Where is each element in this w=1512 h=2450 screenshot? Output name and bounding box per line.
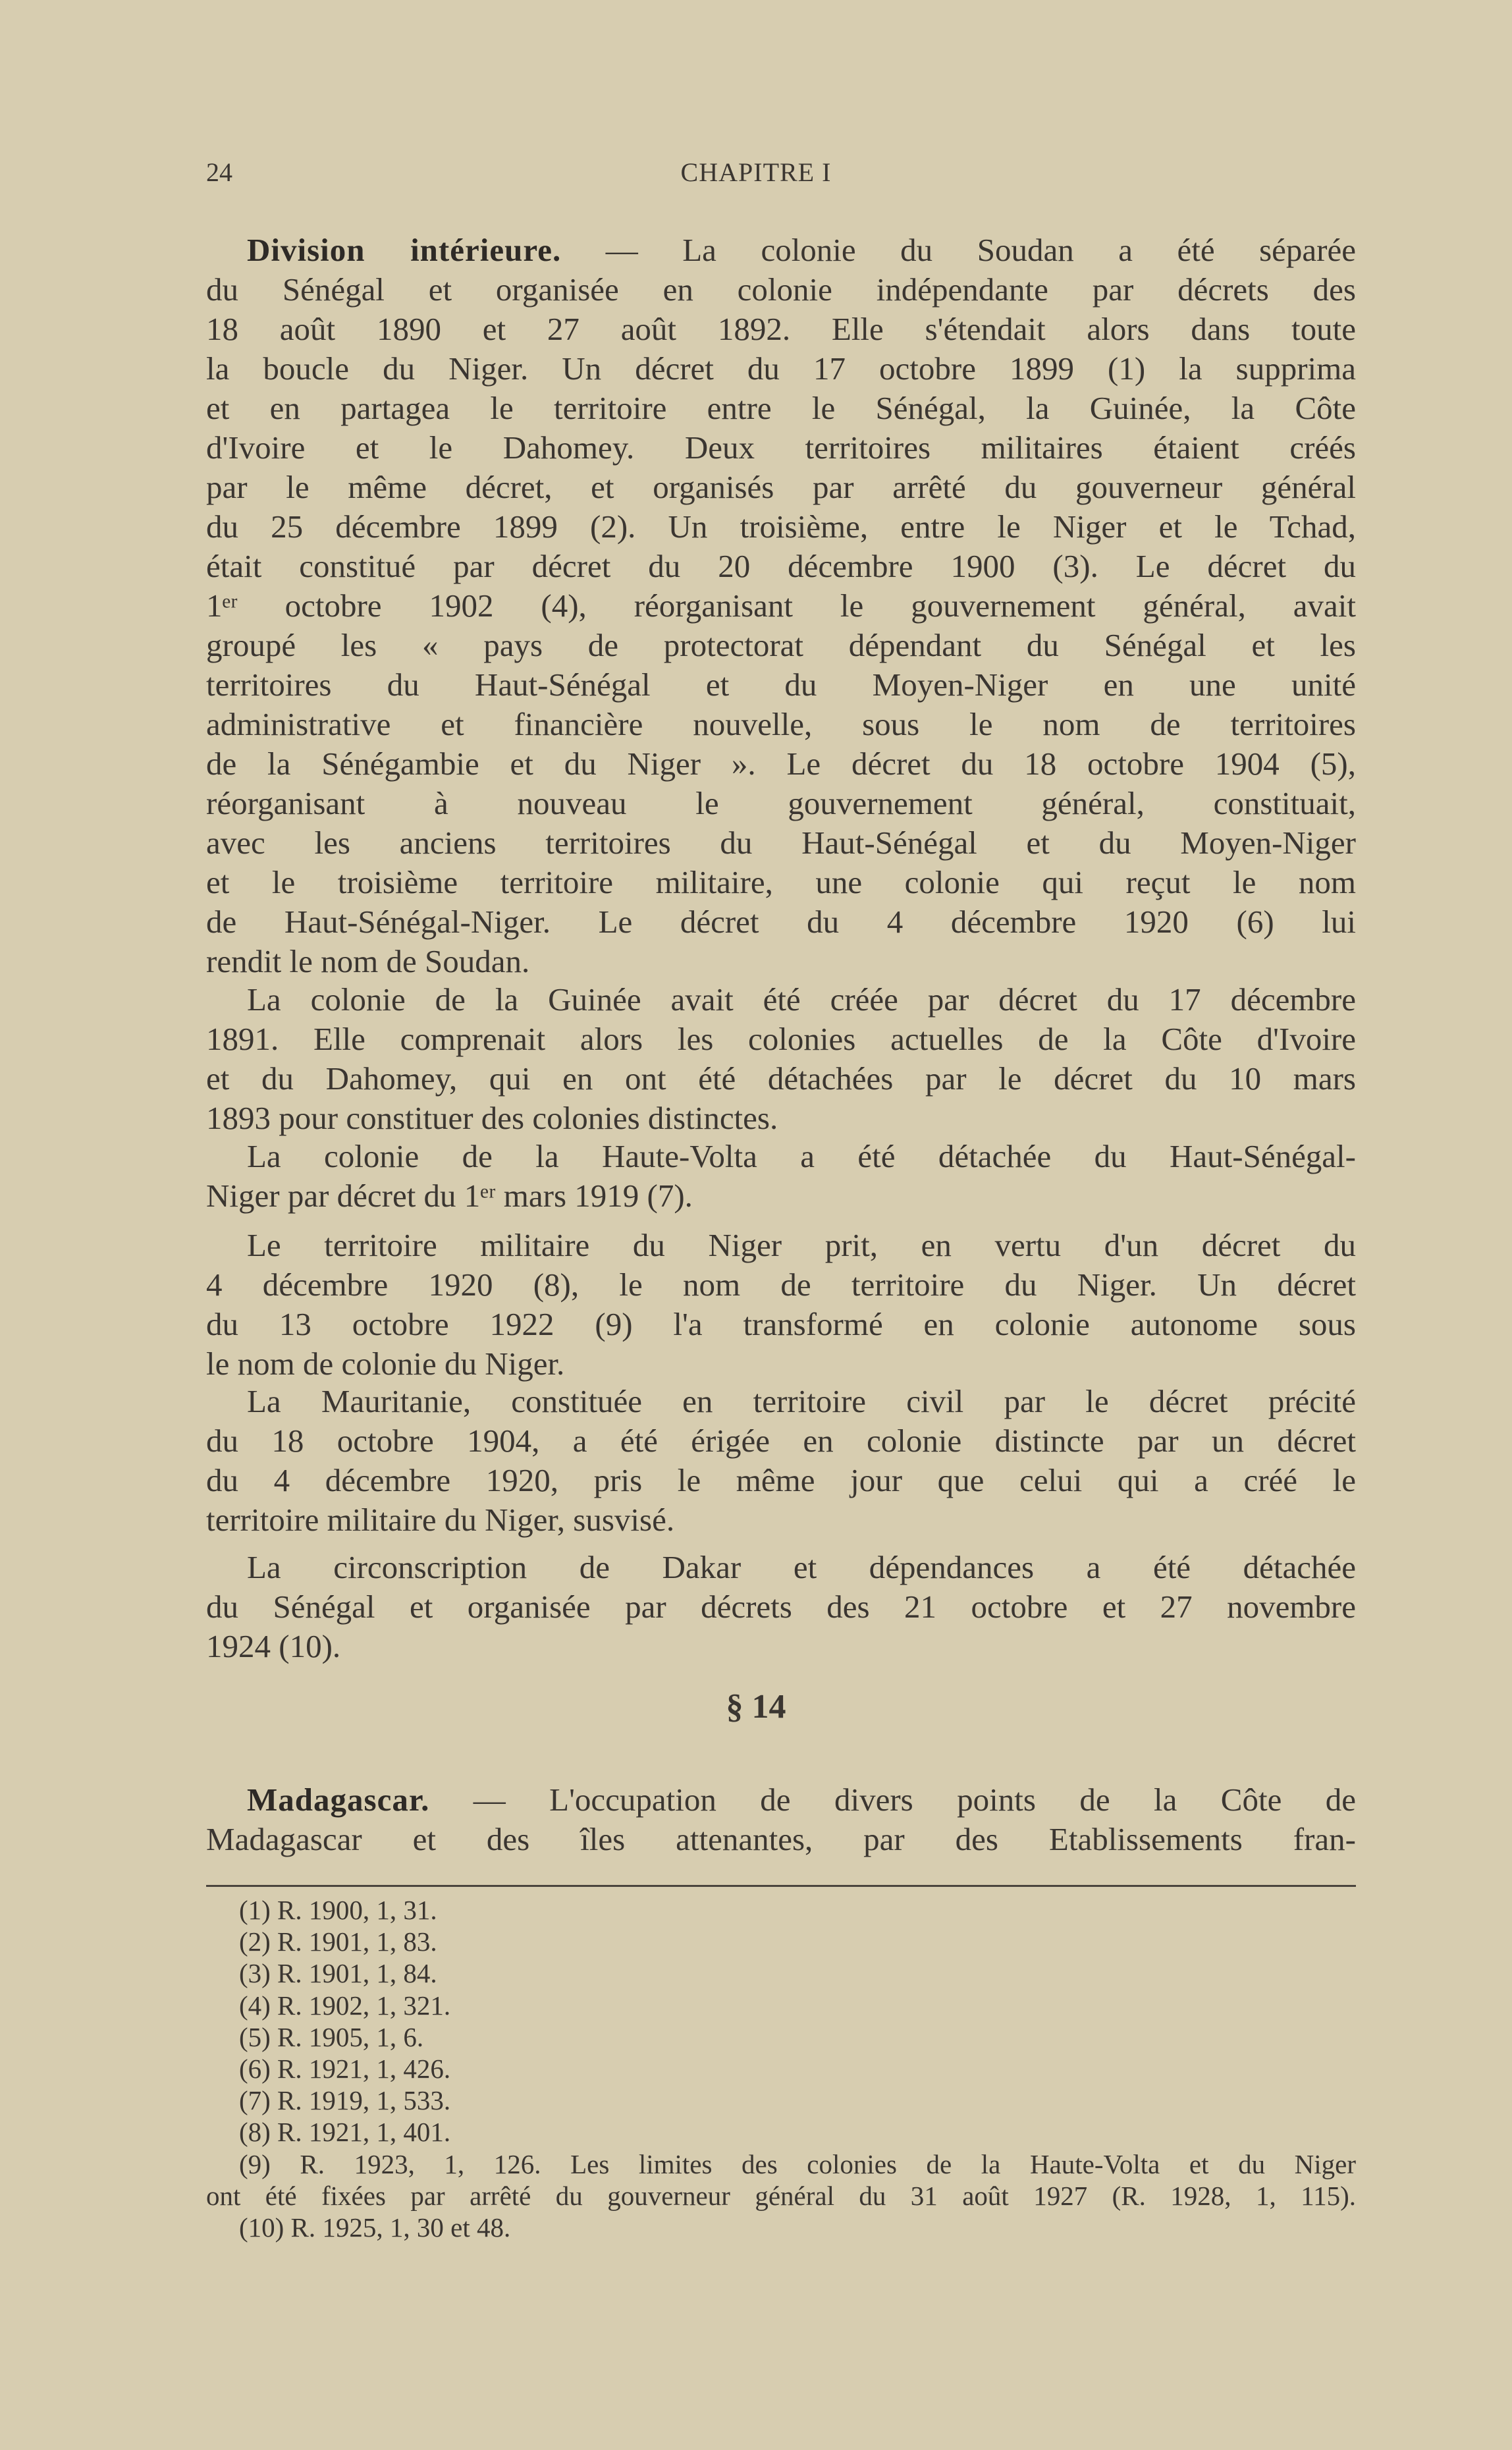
text-line: et le troisième territoire militaire, une colonie qui reçut le nom [206,864,1356,900]
paragraph [206,1137,1356,1216]
text-line: de la Sénégambie et du Niger ». Le décret du 18 octobre 1904 (5), [206,746,1356,782]
footnote: (8) R. 1921, 1, 401. [239,2117,451,2148]
text-line: rendit le nom de Soudan. [206,943,530,979]
text-line: réorganisant à nouveau le gouvernement général, constituait, [206,785,1356,821]
text-line: du 25 décembre 1899 (2). Un troisième, entre le Niger et le Tchad, [206,508,1356,545]
text-span: — La colonie du Soudan a été séparée [561,232,1356,268]
text-line: 1893 pour constituer des colonies distinctes. [206,1100,778,1136]
text-line: par le même décret, et organisés par arrêté du gouverneur général [206,469,1356,505]
text-line: 1891. Elle comprenait alors les colonies actuelles de la Côte d'Ivoire [206,1021,1356,1057]
text-line [206,231,1356,270]
footnote: ont été fixées par arrêté du gouverneur général du 31 août 1927 (R. 1928, 1, 115). [206,2180,1356,2211]
footnote: (7) R. 1919, 1, 533. [239,2085,451,2116]
text-line: La colonie de la Haute-Volta a été détachée du Haut-Sénégal- [247,1138,1356,1174]
paragraph [206,231,1356,981]
footnote-divider [206,1885,1356,1887]
section-heading: § 14 [726,1688,786,1726]
text-line: du 13 octobre 1922 (9) l'a transformé en colonie autonome sous [206,1306,1356,1342]
paragraph-lead-heading: Madagascar. [247,1782,430,1818]
paragraph [206,1382,1356,1540]
text-line: 4 décembre 1920 (8), le nom de territoire du Niger. Un décret [206,1266,1356,1303]
text-line: 18 août 1890 et 27 août 1892. Elle s'étendait alors dans toute [206,311,1356,347]
footnote: (3) R. 1901, 1, 84. [239,1958,437,1989]
footnote: (6) R. 1921, 1, 426. [239,2053,451,2084]
text-line: administrative et financière nouvelle, sous le nom de territoires [206,706,1356,742]
paragraph-lead-heading: Division intérieure. [247,232,562,268]
text-line: avec les anciens territoires du Haut-Sénégal et du Moyen-Niger [206,825,1356,861]
text-line: du Sénégal et organisée par décrets des 21 octobre et 27 novembre [206,1589,1356,1625]
text-line: groupé les « pays de protectorat dépendant du Sénégal et les [206,627,1356,663]
text-line: territoires du Haut-Sénégal et du Moyen-Niger en une unité [206,667,1356,703]
text-line: du Sénégal et organisée en colonie indépendante par décrets des [206,271,1356,308]
text-line: du 4 décembre 1920, pris le même jour que celui qui a créé le [206,1462,1356,1498]
footnotes [206,1894,1356,2243]
text-line: le nom de colonie du Niger. [206,1346,565,1382]
text-line [206,1780,1356,1820]
paragraph [206,980,1356,1138]
text-line: de Haut-Sénégal-Niger. Le décret du 4 décembre 1920 (6) lui [206,904,1356,940]
text-line: Niger par décret du 1ᵉʳ mars 1919 (7). [206,1178,693,1214]
text-span: — L'occupation de divers points de la Côte de [429,1782,1356,1818]
text-line: du 18 octobre 1904, a été érigée en colonie distincte par un décret [206,1423,1356,1459]
paragraph [206,1548,1356,1666]
text-line: et en partagea le territoire entre le Sénégal, la Guinée, la Côte [206,390,1356,426]
text-line: d'Ivoire et le Dahomey. Deux territoires militaires étaient créés [206,429,1356,466]
paragraph [206,1226,1356,1384]
text-line: territoire militaire du Niger, susvisé. [206,1502,675,1538]
text-line: Madagascar et des îles attenantes, par des Etablissements fran- [206,1821,1356,1857]
running-head: CHAPITRE I [680,157,832,187]
text-line: La Mauritanie, constituée en territoire civil par le décret précité [247,1383,1356,1419]
footnote: (1) R. 1900, 1, 31. [239,1895,437,1925]
text-line: la boucle du Niger. Un décret du 17 octobre 1899 (1) la supprima [206,350,1356,387]
text-line: 1924 (10). [206,1628,341,1664]
page-number: 24 [206,157,232,187]
footnote: (2) R. 1901, 1, 83. [239,1926,437,1957]
text-line: Le territoire militaire du Niger prit, en vertu d'un décret du [247,1227,1356,1263]
paragraph-madagascar [206,1780,1356,1859]
footnote: (9) R. 1923, 1, 126. Les limites des colonies de la Haute-Volta et du Niger [239,2148,1356,2179]
text-line: La colonie de la Guinée avait été créée par décret du 17 décembre [247,981,1356,1018]
text-line: 1ᵉʳ octobre 1902 (4), réorganisant le gouvernement général, avait [206,587,1356,624]
text-line: La circonscription de Dakar et dépendances a été détachée [247,1549,1356,1585]
footnote: (10) R. 1925, 1, 30 et 48. [239,2212,511,2243]
text-line: était constitué par décret du 20 décembre 1900 (3). Le décret du [206,548,1356,584]
footnote: (4) R. 1902, 1, 321. [239,1990,451,2021]
footnote: (5) R. 1905, 1, 6. [239,2021,424,2052]
text-line: et du Dahomey, qui en ont été détachées par le décret du 10 mars [206,1060,1356,1097]
